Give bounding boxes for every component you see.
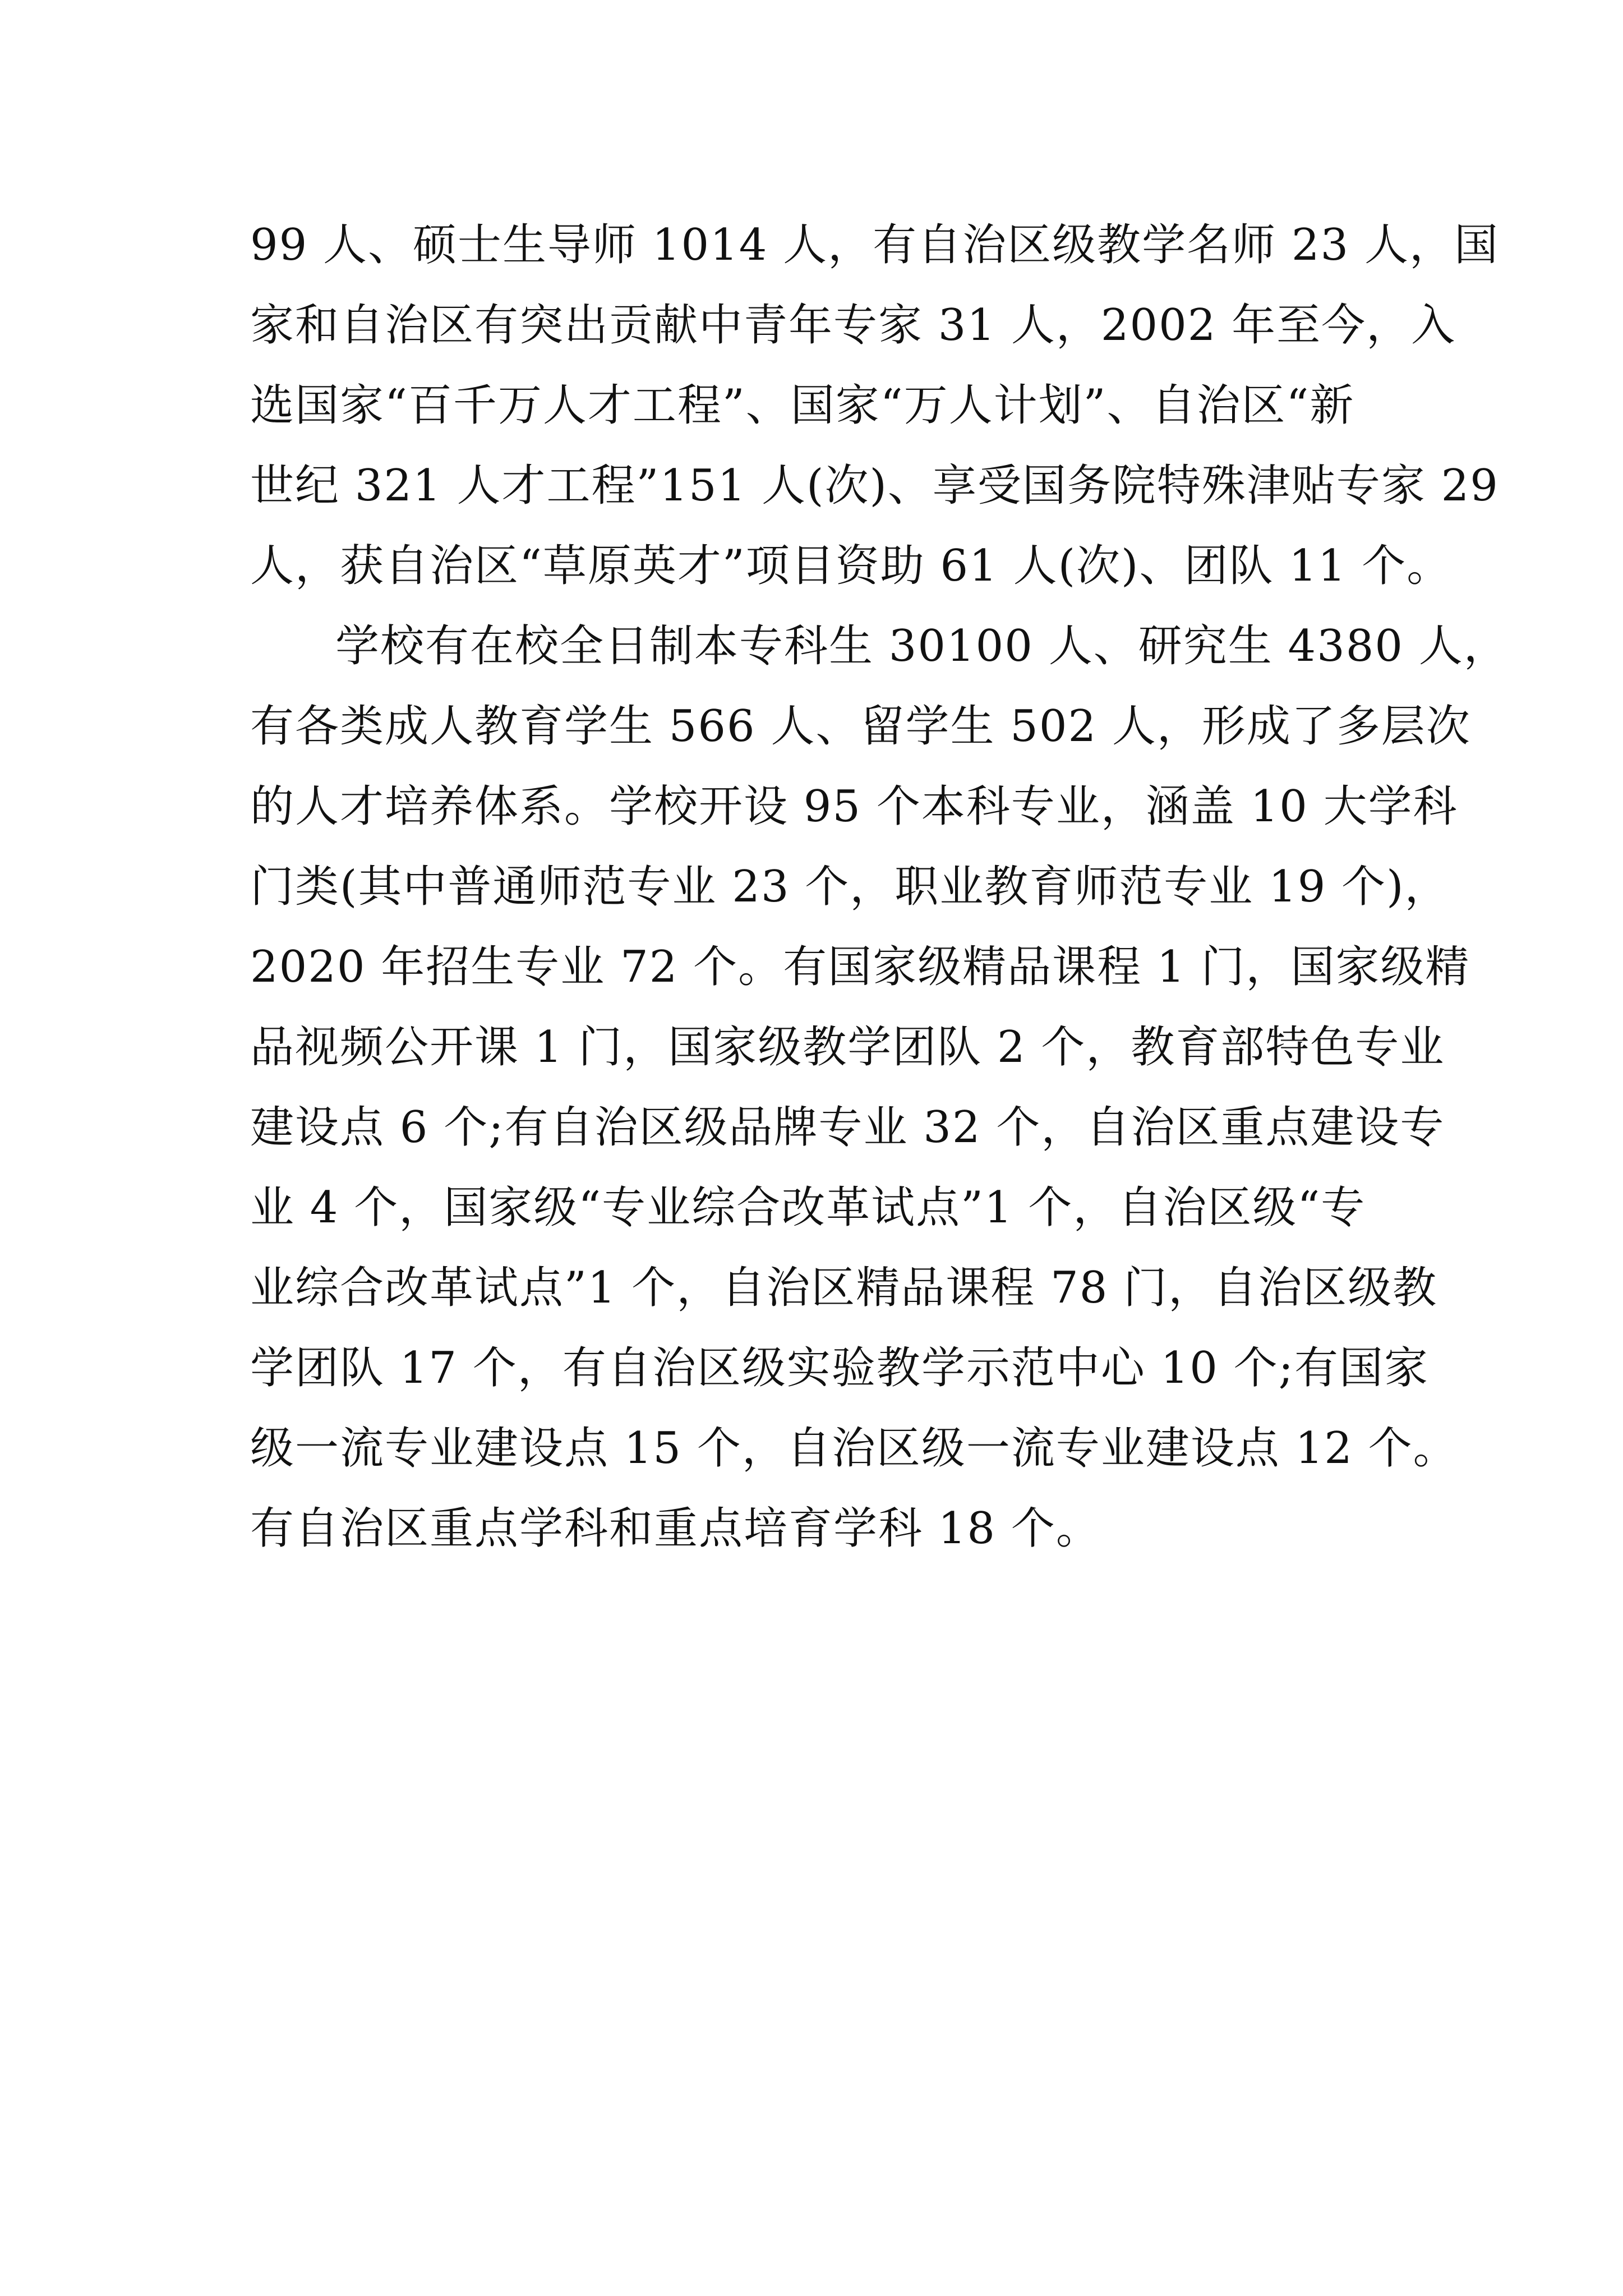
text-line-16: 级一流专业建设点 15 个，自治区级一流专业建设点 12 个。 (250, 1423, 1458, 1474)
text-line-12: 建设点 6 个;有自治区级品牌专业 32 个，自治区重点建设专 (250, 1102, 1445, 1153)
text-line-3: 选国家“百千万人才工程”、国家“万人计划”、自治区“新 (250, 380, 1355, 431)
text-line-13: 业 4 个，国家级“专业综合改革试点”1 个，自治区级“专 (250, 1182, 1366, 1233)
text-line-1: 99 人、硕士生导师 1014 人，有自治区级教学名师 23 人，国 (250, 220, 1499, 270)
text-line-7: 有各类成人教育学生 566 人、留学生 502 人，形成了多层次 (250, 701, 1471, 752)
text-line-4: 世纪 321 人才工程”151 人(次)、享受国务院特殊津贴专家 29 (250, 461, 1499, 511)
paragraph-2-first-line: 学校有在校全日制本专科生 30100 人、研究生 4380 人， (335, 621, 1509, 671)
text-line-8: 的人才培养体系。学校开设 95 个本科专业，涵盖 10 大学科 (250, 781, 1458, 832)
text-line-2: 家和自治区有突出贡献中青年专家 31 人，2002 年至今，入 (250, 300, 1456, 351)
text-line-9: 门类(其中普通师范专业 23 个，职业教育师范专业 19 个)， (250, 862, 1450, 912)
text-line-11: 品视频公开课 1 门，国家级教学团队 2 个，教育部特色专业 (250, 1022, 1445, 1073)
text-line-17: 有自治区重点学科和重点培育学科 18 个。 (250, 1503, 1101, 1554)
text-line-15: 学团队 17 个，有自治区级实验教学示范中心 10 个;有国家 (250, 1343, 1429, 1393)
text-line-14: 业综合改革试点”1 个，自治区精品课程 78 门，自治区级教 (250, 1263, 1438, 1313)
text-line-5: 人，获自治区“草原英才”项目资助 61 人(次)、团队 11 个。 (250, 541, 1452, 591)
text-line-10: 2020 年招生专业 72 个。有国家级精品课程 1 门，国家级精 (250, 942, 1470, 992)
